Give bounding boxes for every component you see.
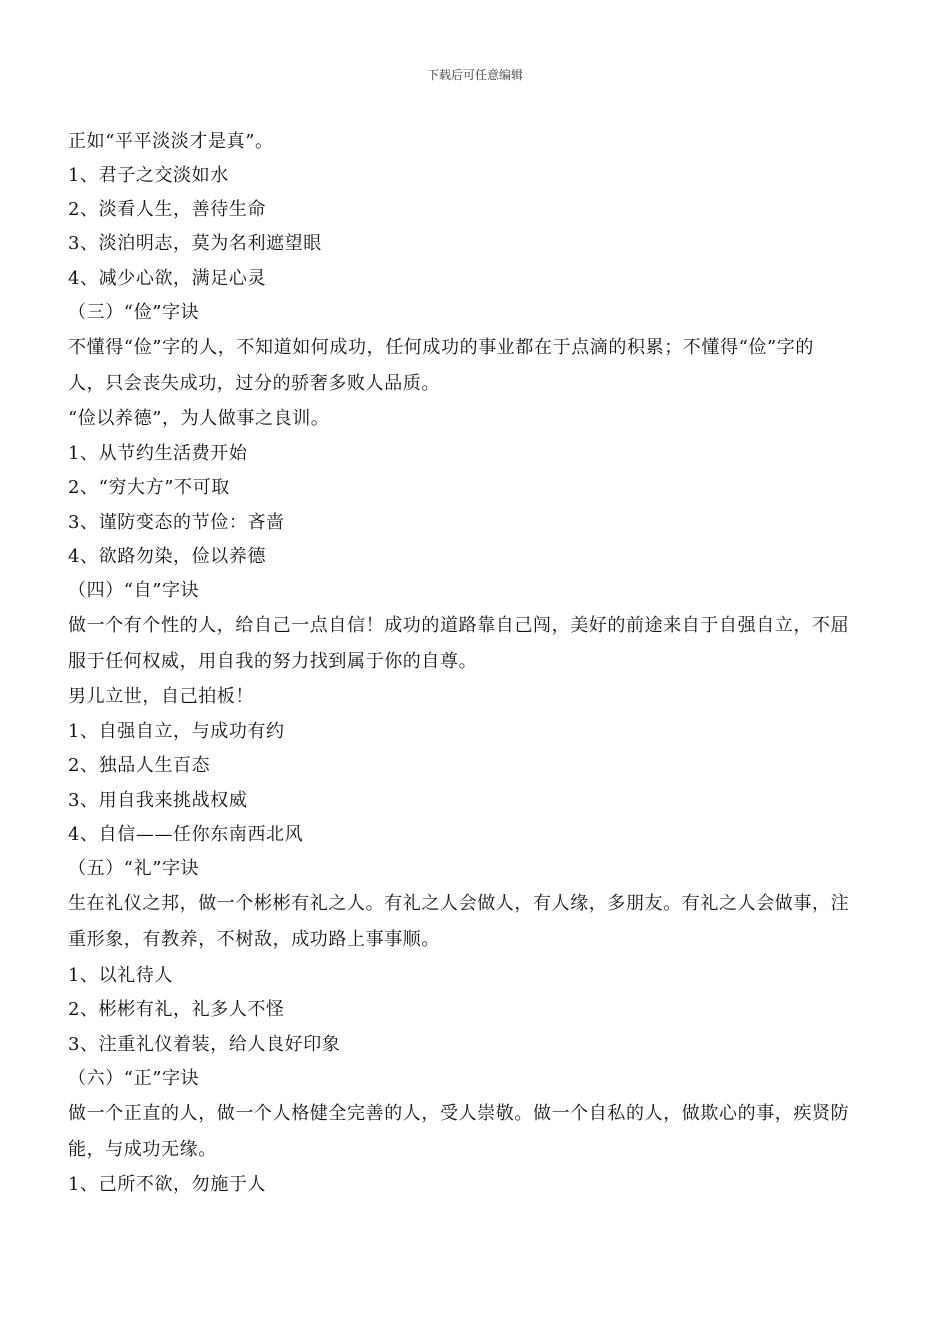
list-item: 4、欲路勿染，俭以养德 xyxy=(68,546,267,567)
section-heading: （三）“俭”字诀 xyxy=(68,302,200,323)
paragraph-line: 人，只会丧失成功，过分的骄奢多败人品质。 xyxy=(68,373,440,394)
page-header: 下载后可任意编辑 xyxy=(426,68,523,82)
list-item: 4、减少心欲，满足心灵 xyxy=(68,268,267,289)
paragraph-line: 做一个正直的人，做一个人格健全完善的人，受人崇敬。做一个自私的人，做欺心的事，疾贤防 xyxy=(68,1103,850,1124)
list-item: 1、君子之交淡如水 xyxy=(68,165,229,186)
paragraph-line: 生在礼仪之邦，做一个彬彬有礼之人。有礼之人会做人，有人缘，多朋友。有礼之人会做事，注 xyxy=(68,893,850,914)
list-item: 2、“穷大方”不可取 xyxy=(68,477,230,498)
paragraph-line: 重形象，有教养，不树敌，成功路上事事顺。 xyxy=(68,929,440,950)
list-item: 1、以礼待人 xyxy=(68,965,174,986)
list-item: 2、独品人生百态 xyxy=(68,755,211,776)
list-item: 4、自信——任你东南西北风 xyxy=(68,824,304,845)
list-item: 1、己所不欲，勿施于人 xyxy=(68,1174,267,1195)
paragraph-line: 服于任何权威，用自我的努力找到属于你的自尊。 xyxy=(68,651,478,672)
list-item: 1、自强自立，与成功有约 xyxy=(68,721,285,742)
paragraph-line: 不懂得“俭”字的人，不知道如何成功，任何成功的事业都在于点滴的积累；不懂得“俭”字的 xyxy=(68,337,815,358)
section-heading: （五）“礼”字诀 xyxy=(68,858,200,879)
list-item: 2、淡看人生，善待生命 xyxy=(68,199,267,220)
list-item: 3、注重礼仪着装，给人良好印象 xyxy=(68,1034,341,1055)
list-item: 1、从节约生活费开始 xyxy=(68,443,248,464)
paragraph-line: 做一个有个性的人，给自己一点自信！成功的道路靠自己闯，美好的前途来自于自强自立，不屈 xyxy=(68,615,850,636)
text-line: 男儿立世，自己拍板！ xyxy=(68,686,254,707)
section-heading: （四）“自”字诀 xyxy=(68,580,200,601)
section-heading: （六）“正”字诀 xyxy=(68,1068,200,1089)
text-line: “俭以养德”，为人做事之良训。 xyxy=(68,408,330,429)
list-item: 3、谨防变态的节俭：吝啬 xyxy=(68,512,285,533)
list-item: 3、淡泊明志，莫为名利遮望眼 xyxy=(68,233,322,254)
list-item: 2、彬彬有礼，礼多人不怪 xyxy=(68,999,285,1020)
paragraph-line: 能，与成功无缘。 xyxy=(68,1139,217,1160)
text-line: 正如“平平淡淡才是真”。 xyxy=(68,131,274,152)
list-item: 3、用自我来挑战权威 xyxy=(68,790,248,811)
